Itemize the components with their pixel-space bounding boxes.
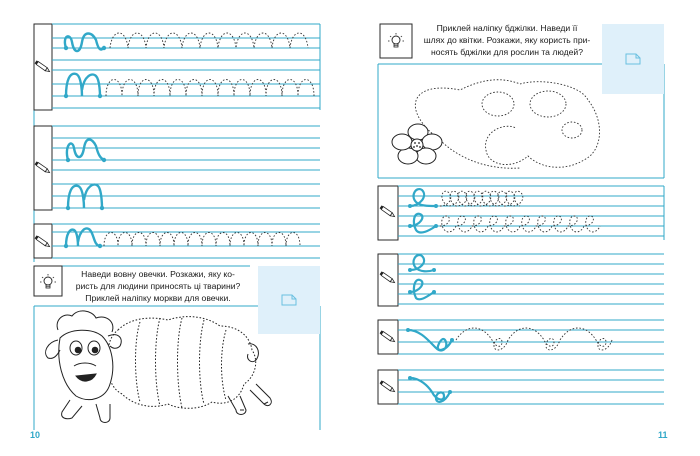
left-sticker-placeholder[interactable] <box>258 266 320 334</box>
left-instruction-text <box>66 268 250 304</box>
page-number-left: 10 <box>30 430 41 440</box>
left-instruction-line-2: ристь для людини приносять ці тварини? <box>75 281 241 291</box>
right-instruction-line-1: Приклей наліпку бджілки. Наведи її <box>436 23 578 33</box>
right-instruction-line-2: шлях до квітки. Розкажи, яку користь при- <box>423 35 591 45</box>
exercise-section-3 <box>34 224 320 258</box>
right-instruction-text <box>414 22 600 58</box>
right-instruction-line-3: носять бджілки для рослин та людей? <box>431 47 583 57</box>
exercise-section-r3 <box>378 320 664 354</box>
exercise-section-r1 <box>378 186 664 240</box>
page-number-right: 11 <box>658 430 668 440</box>
exercise-section-r2 <box>378 254 664 306</box>
exercise-section-1 <box>34 24 320 110</box>
sheep-illustration <box>46 311 272 423</box>
sticker-placeholder-icon <box>258 266 320 334</box>
exercise-section-r4 <box>378 370 664 404</box>
left-instruction-line-1: Наведи вовну овечки. Розкажи, яку ко- <box>81 269 235 279</box>
right-sticker-placeholder[interactable] <box>602 24 664 94</box>
left-page <box>34 24 320 430</box>
bee-path-illustration <box>415 80 599 169</box>
flower-illustration <box>392 124 442 164</box>
sticker-placeholder-icon <box>602 24 664 94</box>
exercise-section-2 <box>34 126 320 210</box>
left-instruction-line-3: Приклей наліпку моркви для овечки. <box>85 293 231 303</box>
